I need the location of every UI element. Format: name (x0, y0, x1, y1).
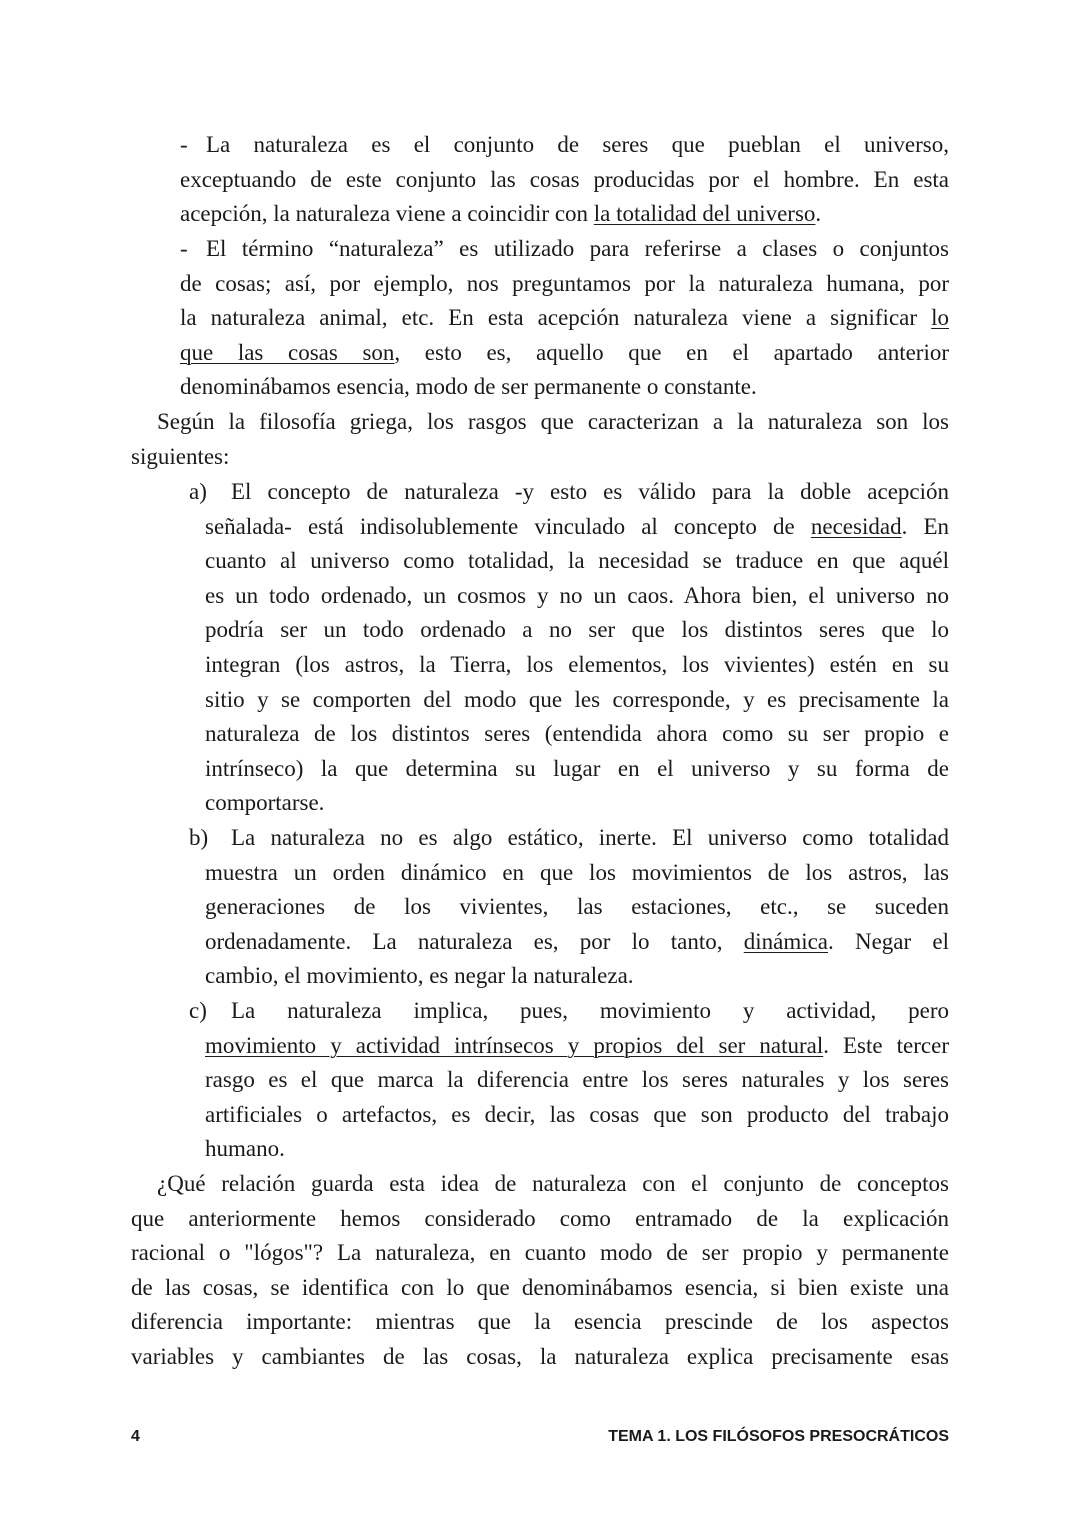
item-body (189, 1029, 949, 1167)
item-line: cuanto al universo como totalidad, la necesidad se traduce en que aquél (205, 548, 949, 574)
item-line: b) La naturaleza no es algo estático, inerte. El universo como totalidad (189, 821, 949, 856)
underlined-phrase: la totalidad del universo (593, 201, 816, 227)
item-body (189, 510, 949, 821)
item-line: humano. (205, 1136, 285, 1162)
bullet-line: - La naturaleza es el conjunto de seres que pueblan el universo, (180, 128, 949, 163)
item-marker: c) (189, 998, 207, 1023)
underlined-phrase: lo (931, 305, 949, 331)
paragraph-line: variables y cambiantes de las cosas, la naturaleza explica precisamente esas (131, 1343, 949, 1369)
item-body (189, 856, 949, 994)
dash-marker: - (180, 236, 188, 261)
paragraph-line: que anteriormente hemos considerado como entramado de la explicación (131, 1205, 949, 1231)
item-line: ordenadamente. La naturaleza es, por lo tanto, dinámica. Negar el (205, 928, 949, 954)
item-line: comportarse. (205, 790, 325, 816)
paragraph-line: Según la filosofía griega, los rasgos que caracterizan a la naturaleza son los (157, 409, 949, 434)
paragraph-line: diferencia importante: mientras que la esencia prescinde de los aspectos (131, 1309, 949, 1335)
item-line: sitio y se comporten del modo que les corresponde, y es precisamente la (205, 686, 949, 712)
paragraph-line: de las cosas, se identifica con lo que denominábamos esencia, si bien existe una (131, 1274, 949, 1300)
bullet-universe (180, 128, 949, 232)
item-line: integran (los astros, la Tierra, los elementos, los vivientes) estén en su (205, 651, 949, 677)
chapter-title: TEMA 1. LOS FILÓSOFOS PRESOCRÁTICOS (608, 1428, 949, 1445)
item-line: artificiales o artefactos, es decir, las cosas que son producto del trabajo (205, 1101, 949, 1127)
item-line: señalada- está indisolublemente vinculado al concepto de necesidad. En (205, 513, 949, 539)
bullet-line: denominábamos esencia, modo de ser permanente o constante. (180, 374, 757, 400)
intro-paragraph (131, 405, 949, 474)
closing-paragraph (131, 1167, 949, 1375)
bullet-line: la naturaleza animal, etc. En esta acepción naturaleza viene a significar lo (180, 305, 949, 331)
item-marker: b) (189, 825, 209, 850)
underlined-phrase: dinámica (743, 928, 829, 954)
list-item-b (189, 821, 949, 994)
list-item-c (189, 994, 949, 1167)
item-line: generaciones de los vivientes, las estaciones, etc., se suceden (205, 894, 949, 920)
item-line: c) La naturaleza implica, pues, movimiento y actividad, pero (189, 994, 949, 1029)
item-line: es un todo ordenado, un cosmos y no un caos. Ahora bien, el universo no (205, 582, 949, 608)
list-item-a (189, 475, 949, 821)
item-line: podría ser un todo ordenado a no ser que los distintos seres que lo (205, 617, 949, 643)
item-line: muestra un orden dinámico en que los movimientos de los astros, las (205, 859, 949, 885)
bullet-line: - El término “naturaleza” es utilizado para referirse a clases o conjuntos (180, 232, 949, 267)
item-line: cambio, el movimiento, es negar la naturaleza. (205, 963, 634, 989)
item-marker: a) (189, 479, 207, 504)
bullet-line: que las cosas son, esto es, aquello que en el apartado anterior (180, 339, 949, 365)
underlined-phrase: movimiento y actividad intrínsecos y propios del ser natural (205, 1032, 824, 1058)
paragraph-line: siguientes: (131, 443, 230, 469)
item-line: movimiento y actividad intrínsecos y propios del ser natural. Este tercer (205, 1032, 949, 1058)
item-line: a) El concepto de naturaleza -y esto es válido para la doble acepción (189, 475, 949, 510)
item-line: rasgo es el que marca la diferencia entre los seres naturales y los seres (205, 1067, 949, 1093)
bullet-line: de cosas; así, por ejemplo, nos preguntamos por la naturaleza humana, por (180, 270, 949, 296)
underlined-phrase: necesidad (810, 513, 902, 539)
item-line: intrínseco) la que determina su lugar en el universo y su forma de (205, 755, 949, 781)
item-line: naturaleza de los distintos seres (entendida ahora como su ser propio e (205, 721, 949, 747)
paragraph-line: ¿Qué relación guarda esta idea de naturaleza con el conjunto de conceptos (157, 1171, 949, 1196)
paragraph-line: racional o "lógos"? La naturaleza, en cuanto modo de ser propio y permanente (131, 1240, 949, 1266)
page-number: 4 (131, 1428, 140, 1445)
bullet-classes (180, 232, 949, 405)
underlined-phrase: que las cosas son (180, 339, 395, 365)
bullet-line: acepción, la naturaleza viene a coincidir con la totalidad del universo. (180, 201, 822, 227)
bullet-line: exceptuando de este conjunto las cosas producidas por el hombre. En esta (180, 166, 949, 192)
dash-marker: - (180, 132, 188, 157)
